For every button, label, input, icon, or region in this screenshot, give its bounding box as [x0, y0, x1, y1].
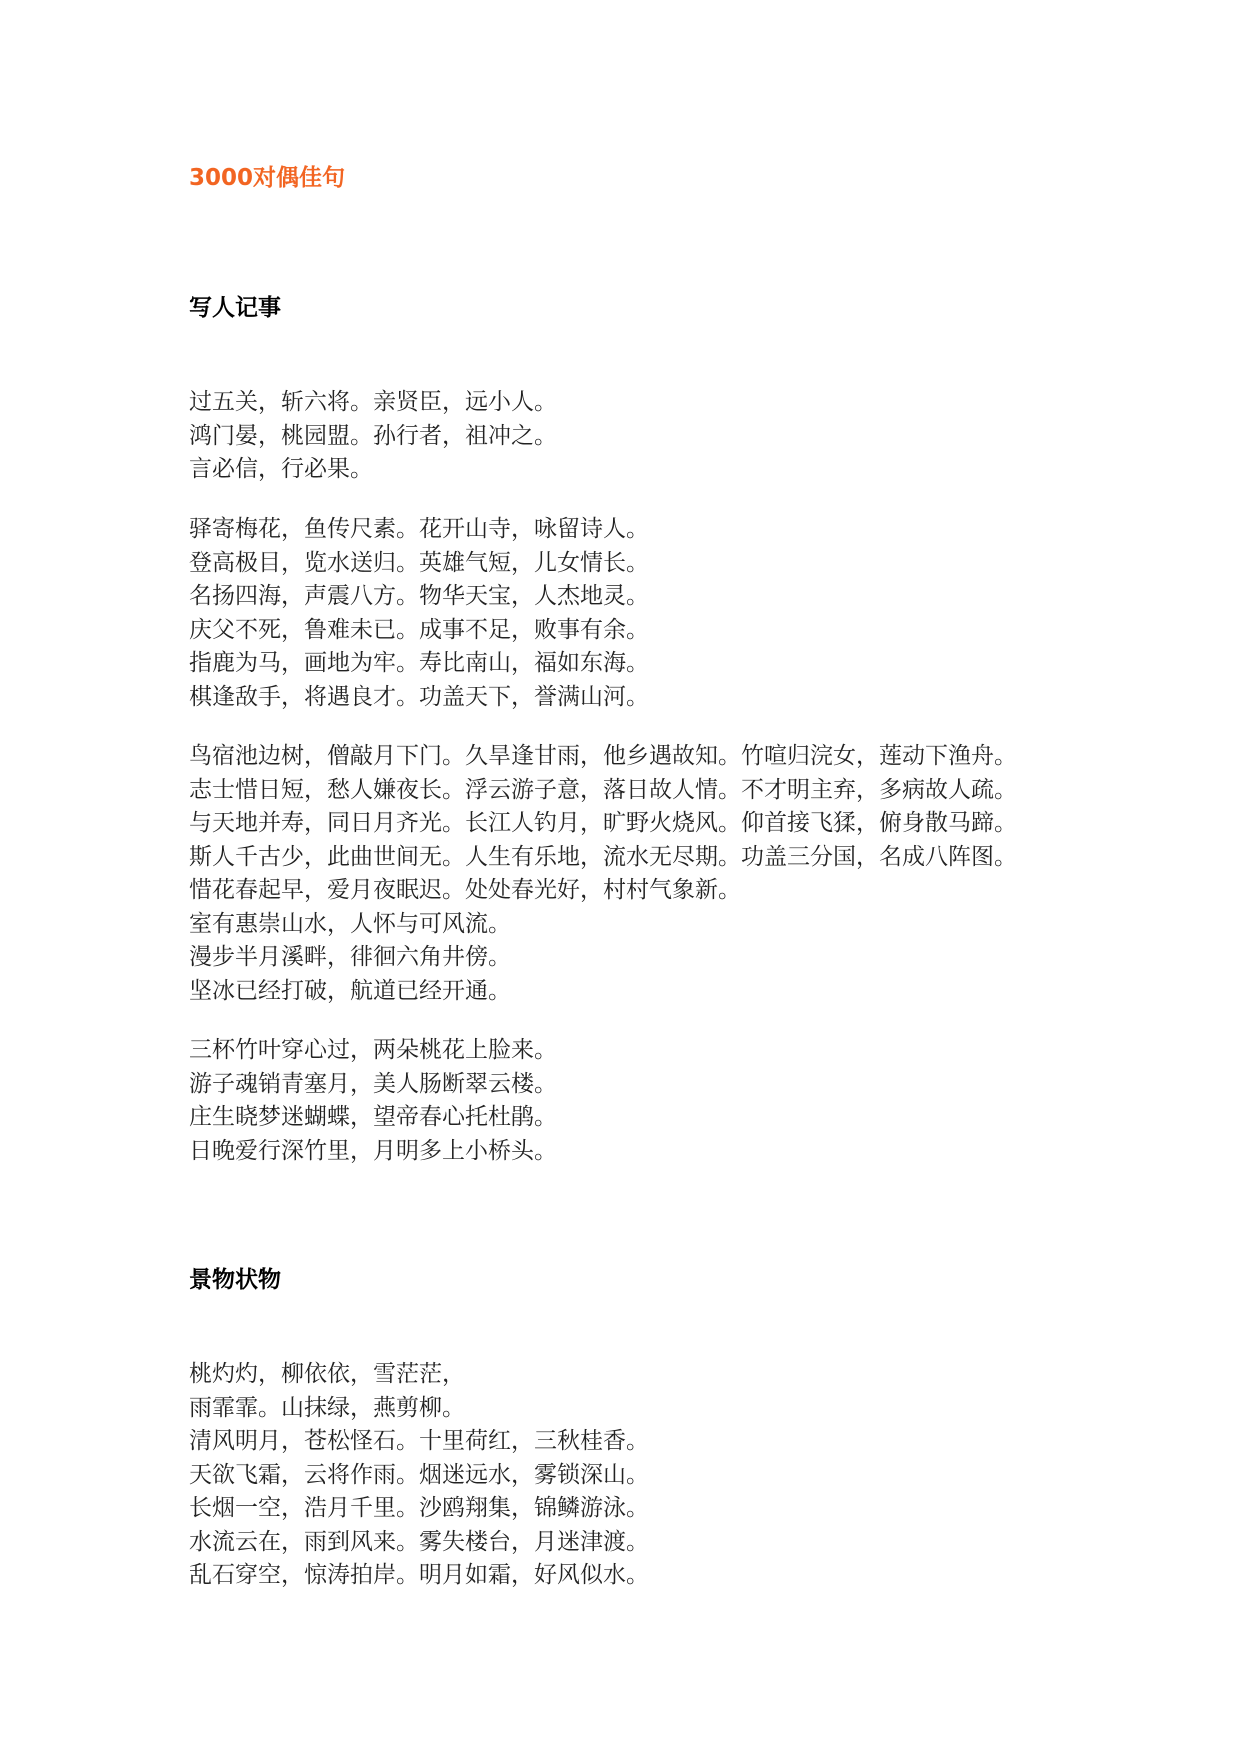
text-line: 庆父不死，鲁难未已。成事不足，败事有余。: [189, 616, 649, 643]
text-block: [189, 740, 1017, 1008]
text-line: 鸿门晏，桃园盟。孙行者，祖冲之。: [189, 422, 557, 449]
document-title: 3000对偶佳句: [189, 165, 346, 191]
text-line: 鸟宿池边树，僧敲月下门。久旱逢甘雨，他乡遇故知。竹喧归浣女，莲动下渔舟。: [189, 743, 1017, 769]
text-line: 桃灼灼，柳依依，雪茫茫，: [189, 1361, 465, 1387]
text-line: 登高极目，览水送归。英雄气短，儿女情长。: [189, 549, 649, 576]
text-line: 漫步半月溪畔，徘徊六角井傍。: [189, 944, 511, 970]
text-line: 长烟一空，浩月千里。沙鸥翔集，锦鳞游泳。: [189, 1495, 649, 1521]
section-heading-xieren: 写人记事: [189, 295, 281, 321]
text-line: 三杯竹叶穿心过，两朵桃花上脸来。: [189, 1037, 557, 1063]
text-line: 清风明月，苍松怪石。十里荷红，三秋桂香。: [189, 1428, 649, 1454]
text-line: 棋逢敌手，将遇良才。功盖天下，誉满山河。: [189, 683, 649, 710]
text-line: 斯人千古少，此曲世间无。人生有乐地，流水无尽期。功盖三分国，名成八阵图。: [189, 843, 1017, 870]
text-line: 坚冰已经打破，航道已经开通。: [189, 977, 511, 1004]
text-line: 乱石穿空，惊涛拍岸。明月如霜，好风似水。: [189, 1562, 649, 1588]
text-line: 室有惠崇山水，人怀与可风流。: [189, 910, 511, 937]
text-line: 过五关，斩六将。亲贤臣，远小人。: [189, 389, 557, 415]
text-block: [189, 513, 649, 714]
text-block: [189, 386, 557, 487]
text-line: 名扬四海，声震八方。物华天宝，人杰地灵。: [189, 583, 649, 609]
text-line: 惜花春起早，爱月夜眠迟。处处春光好，村村气象新。: [189, 877, 741, 903]
text-line: 雨霏霏。山抹绿，燕剪柳。: [189, 1394, 465, 1421]
text-line: 庄生晓梦迷蝴蝶，望帝春心托杜鹃。: [189, 1104, 557, 1130]
text-line: 天欲飞霜，云将作雨。烟迷远水，雾锁深山。: [189, 1461, 649, 1488]
text-block: [189, 1034, 557, 1168]
section-heading-jingwu: 景物状物: [189, 1267, 281, 1293]
text-line: 驿寄梅花，鱼传尺素。花开山寺，咏留诗人。: [189, 516, 649, 542]
text-line: 游子魂销青塞月，美人肠断翠云楼。: [189, 1070, 557, 1097]
text-line: 与天地并寿，同日月齐光。长江人钓月，旷野火烧风。仰首接飞猱，俯身散马蹄。: [189, 810, 1017, 836]
text-block: [189, 1358, 649, 1593]
text-line: 指鹿为马，画地为牢。寿比南山，福如东海。: [189, 650, 649, 676]
text-line: 日晚爱行深竹里，月明多上小桥头。: [189, 1137, 557, 1164]
text-line: 言必信，行必果。: [189, 456, 373, 482]
text-line: 志士惜日短，愁人嫌夜长。浮云游子意，落日故人情。不才明主弃，多病故人疏。: [189, 776, 1017, 803]
text-line: 水流云在，雨到风来。雾失楼台，月迷津渡。: [189, 1528, 649, 1555]
